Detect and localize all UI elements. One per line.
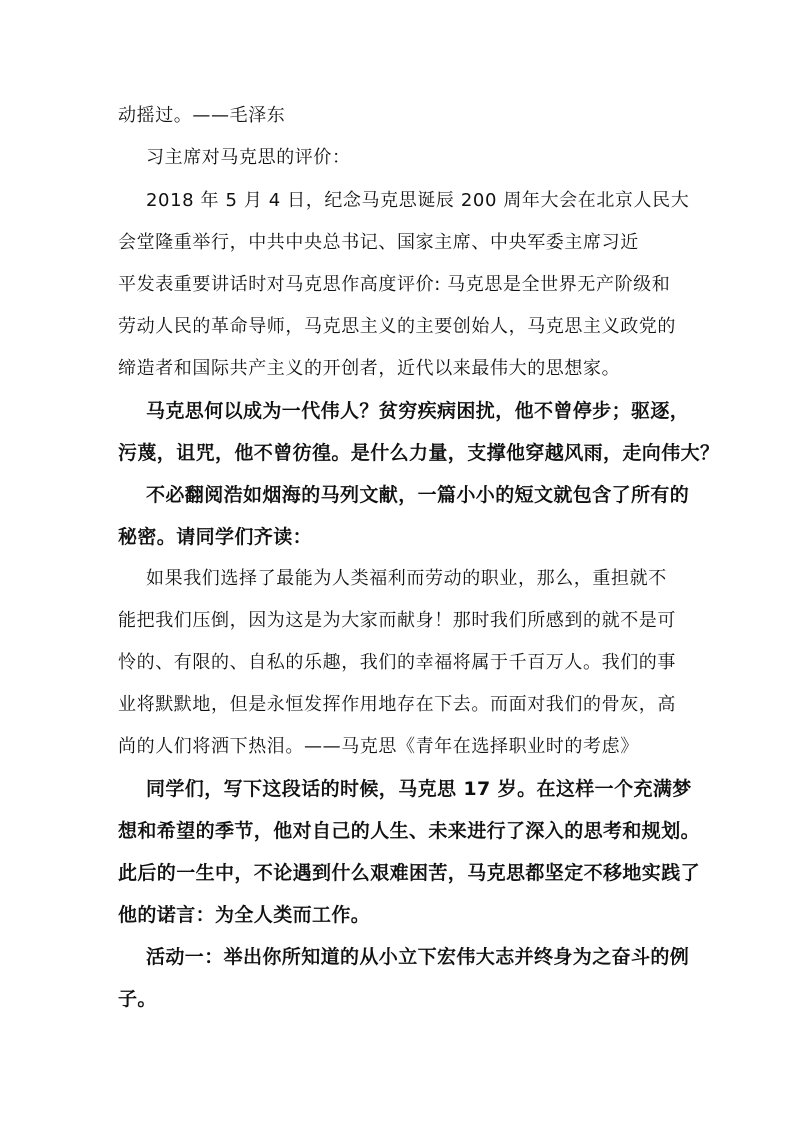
quote-line: 尚的人们将洒下热泪。——马克思《青年在选择职业时的考虑》: [118, 736, 639, 757]
text-line-bold: 他的诺言：为全人类而工作。: [118, 904, 371, 926]
text-line: 平发表重要讲话时对马克思作高度评价: 马克思是全世界无产阶级和: [118, 274, 671, 295]
text-line-bold: 想和希望的季节，他对自己的人生、未来进行了深入的思考和规划。: [118, 820, 701, 842]
quote-line: 如果我们选择了最能为人类福利而劳动的职业，那么，重担就不: [146, 568, 667, 589]
text-line-bold: 马克思何以成为一代伟人？贫穷疾病困扰，他不曾停步；驱逐，: [146, 400, 690, 422]
text-line-bold: 此后的一生中，不论遇到什么艰难困苦，马克思都坚定不移地实践了: [118, 862, 701, 884]
text-line: 动摇过。——毛泽东: [118, 105, 286, 126]
text-line-bold: 不必翻阅浩如烟海的马列文献，一篇小小的短文就包含了所有的: [146, 484, 690, 506]
quote-line: 怜的、有限的、自私的乐趣，我们的幸福将属于千百万人。我们的事: [118, 652, 676, 673]
text-line: 缔造者和国际共产主义的开创者，近代以来最伟大的思想家。: [118, 358, 621, 379]
text-line-bold: 同学们，写下这段话的时候，马克思 17 岁。在这样一个充满梦: [146, 778, 692, 800]
quote-line: 能把我们压倒，因为这是为大家而献身！那时我们所感到的就不是可: [118, 610, 676, 631]
text-line: 劳动人民的革命导师，马克思主义的主要创始人，马克思主义政党的: [118, 316, 676, 337]
activity-line: 活动一：举出你所知道的从小立下宏伟大志并终身为之奋斗的例: [146, 946, 690, 968]
text-line-bold: 污蔑，诅咒，他不曾彷徨。是什么力量，支撑他穿越风雨，走向伟大？: [118, 442, 720, 464]
quote-line: 业将默默地，但是永恒发挥作用地存在下去。而面对我们的骨灰，高: [118, 694, 676, 715]
activity-line: 子。: [118, 988, 157, 1010]
text-line-bold: 秘密。请同学们齐读：: [118, 526, 313, 548]
text-line: 2018 年 5 月 4 日，纪念马克思诞辰 200 周年大会在北京人民大: [146, 190, 690, 211]
text-line: 习主席对马克思的评价：: [146, 147, 351, 168]
text-line: 会堂隆重举行，中共中央总书记、国家主席、中央军委主席习近: [118, 232, 639, 253]
